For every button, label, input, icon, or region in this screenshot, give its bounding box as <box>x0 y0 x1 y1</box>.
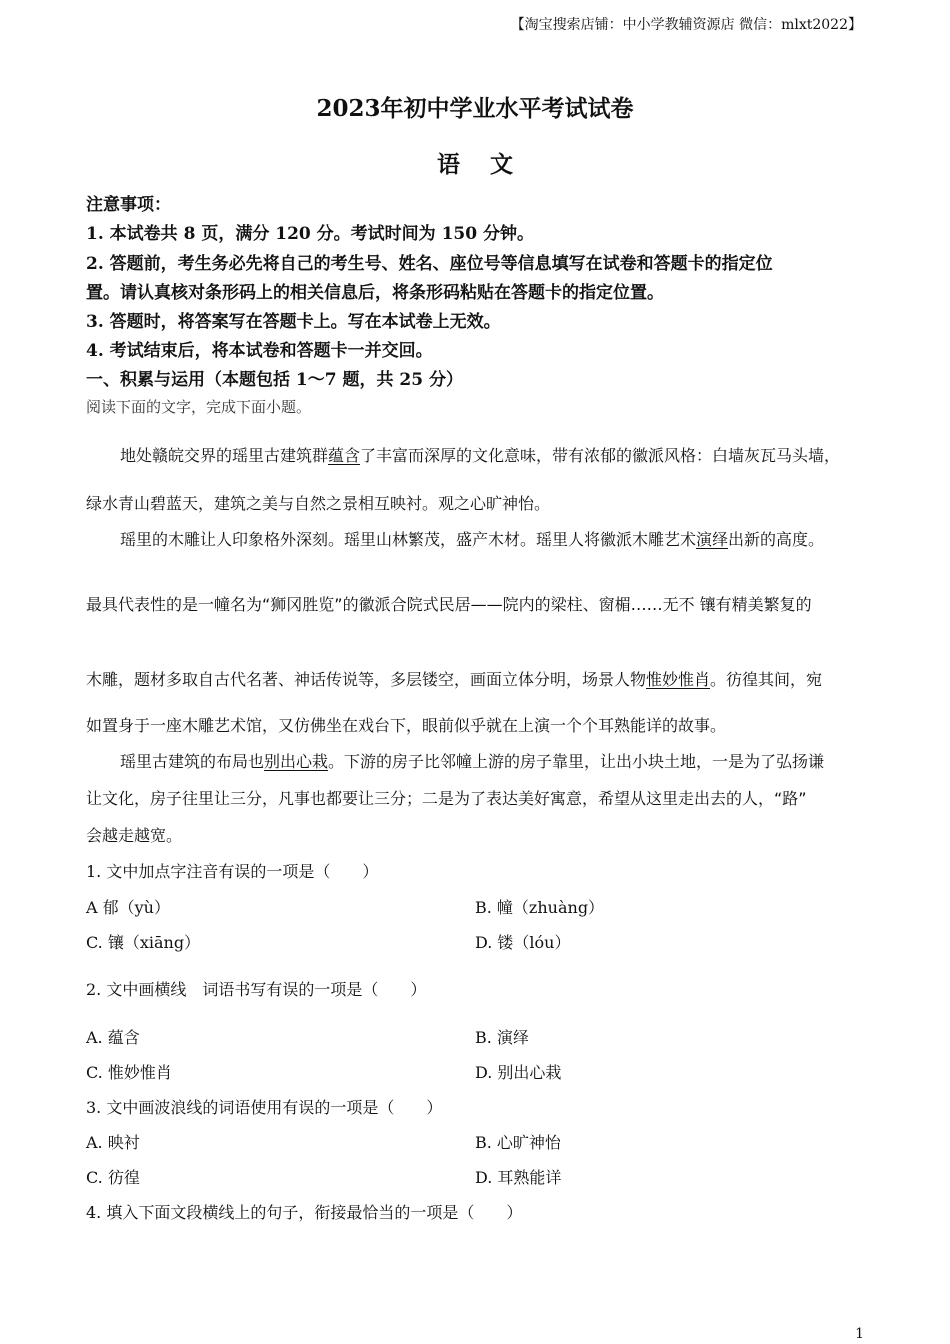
option-b: B. 幢（zhuàng） <box>475 898 605 917</box>
option-a: A. 映衬 <box>86 1133 140 1152</box>
option-d: D. 镂（lóu） <box>475 933 571 952</box>
notice-item: 2. 答题前，考生务必先将自己的考生号、姓名、座位号等信息填写在试卷和答题卡的指定位 <box>86 254 773 274</box>
underlined-word: 惟妙惟肖 <box>646 670 711 689</box>
option-c: C. 惟妙惟肖 <box>86 1063 172 1082</box>
underlined-word: 演绎 <box>696 530 729 549</box>
notice-item: 4. 考试结束后，将本试卷和答题卡一并交回。 <box>86 341 433 361</box>
passage-line: 绿水青山碧蓝天，建筑之美与自然之景相互映衬。观之心旷神怡。 <box>86 494 551 513</box>
underlined-word: 别出心栽 <box>264 752 329 771</box>
question-stem: 4. 填入下面文段横线上的句子，衔接最恰当的一项是（ ） <box>86 1203 523 1222</box>
section-heading: 一、积累与运用（本题包括 1～7 题，共 25 分） <box>86 370 463 390</box>
passage-line: 让文化，房子往里让三分，凡事也都要让三分；二是为了表达美好寓意，希望从这里走出去的人，“路” <box>86 789 807 808</box>
question-stem: 3. 文中画波浪线的词语使用有误的一项是（ ） <box>86 1098 443 1117</box>
passage-line: 瑶里的木雕让人印象格外深刻。瑶里山林繁茂，盛产木材。瑶里人将徽派木雕艺术演绎出新的高度。 <box>120 530 825 549</box>
option-b: B. 心旷神怡 <box>475 1133 561 1152</box>
option-c: C. 镶（xiāng） <box>86 933 201 952</box>
underlined-word: 蕴含 <box>328 446 361 465</box>
question-stem: 2. 文中画横线 词语书写有误的一项是（ ） <box>86 980 427 999</box>
section-intro: 阅读下面的文字，完成下面小题。 <box>86 398 312 416</box>
notice-heading: 注意事项： <box>86 195 171 215</box>
page-number: 1 <box>855 1326 864 1342</box>
notice-item: 3. 答题时，将答案写在答题卡上。写在本试卷上无效。 <box>86 312 501 332</box>
passage-line: 最具代表性的是一幢名为“狮冈胜览”的徽派合院式民居——院内的梁柱、窗楣……无不 镶有精美繁复的 <box>86 595 812 614</box>
option-d: D. 耳熟能详 <box>475 1168 562 1187</box>
passage-line: 会越走越宽。 <box>86 826 183 845</box>
exam-title: 2023年初中学业水平考试试卷 <box>316 95 634 122</box>
page-header-note: 【淘宝搜索店铺：中小学教辅资源店 微信：mlxt2022】 <box>510 17 862 33</box>
notice-item: 1. 本试卷共 8 页，满分 120 分。考试时间为 150 分钟。 <box>86 224 534 244</box>
passage-line: 瑶里古建筑的布局也别出心栽。下游的房子比邻幢上游的房子靠里，让出小块土地，一是为了弘扬谦 <box>120 752 825 771</box>
option-d: D. 别出心栽 <box>475 1063 562 1082</box>
option-c: C. 彷徨 <box>86 1168 140 1187</box>
passage-line: 木雕，题材多取自古代名著、神话传说等，多层镂空，画面立体分明，场景人物惟妙惟肖。彷徨其间，宛 <box>86 670 823 689</box>
option-a: A. 蕴含 <box>86 1028 140 1047</box>
passage-line: 地处赣皖交界的瑶里古建筑群蕴含了丰富而深厚的文化意味，带有浓郁的徽派风格：白墙灰瓦马头墙， <box>120 446 841 465</box>
subject-title: 语文 <box>437 151 543 178</box>
passage-line: 如置身于一座木雕艺术馆，又仿佛坐在戏台下，眼前似乎就在上演一个个耳熟能详的故事。 <box>86 716 727 735</box>
notice-item: 置。请认真核对条形码上的相关信息后，将条形码粘贴在答题卡的指定位置。 <box>86 283 664 303</box>
question-stem: 1. 文中加点字注音有误的一项是（ ） <box>86 862 379 881</box>
option-b: B. 演绎 <box>475 1028 529 1047</box>
option-a: A 郁（yù） <box>86 898 170 917</box>
